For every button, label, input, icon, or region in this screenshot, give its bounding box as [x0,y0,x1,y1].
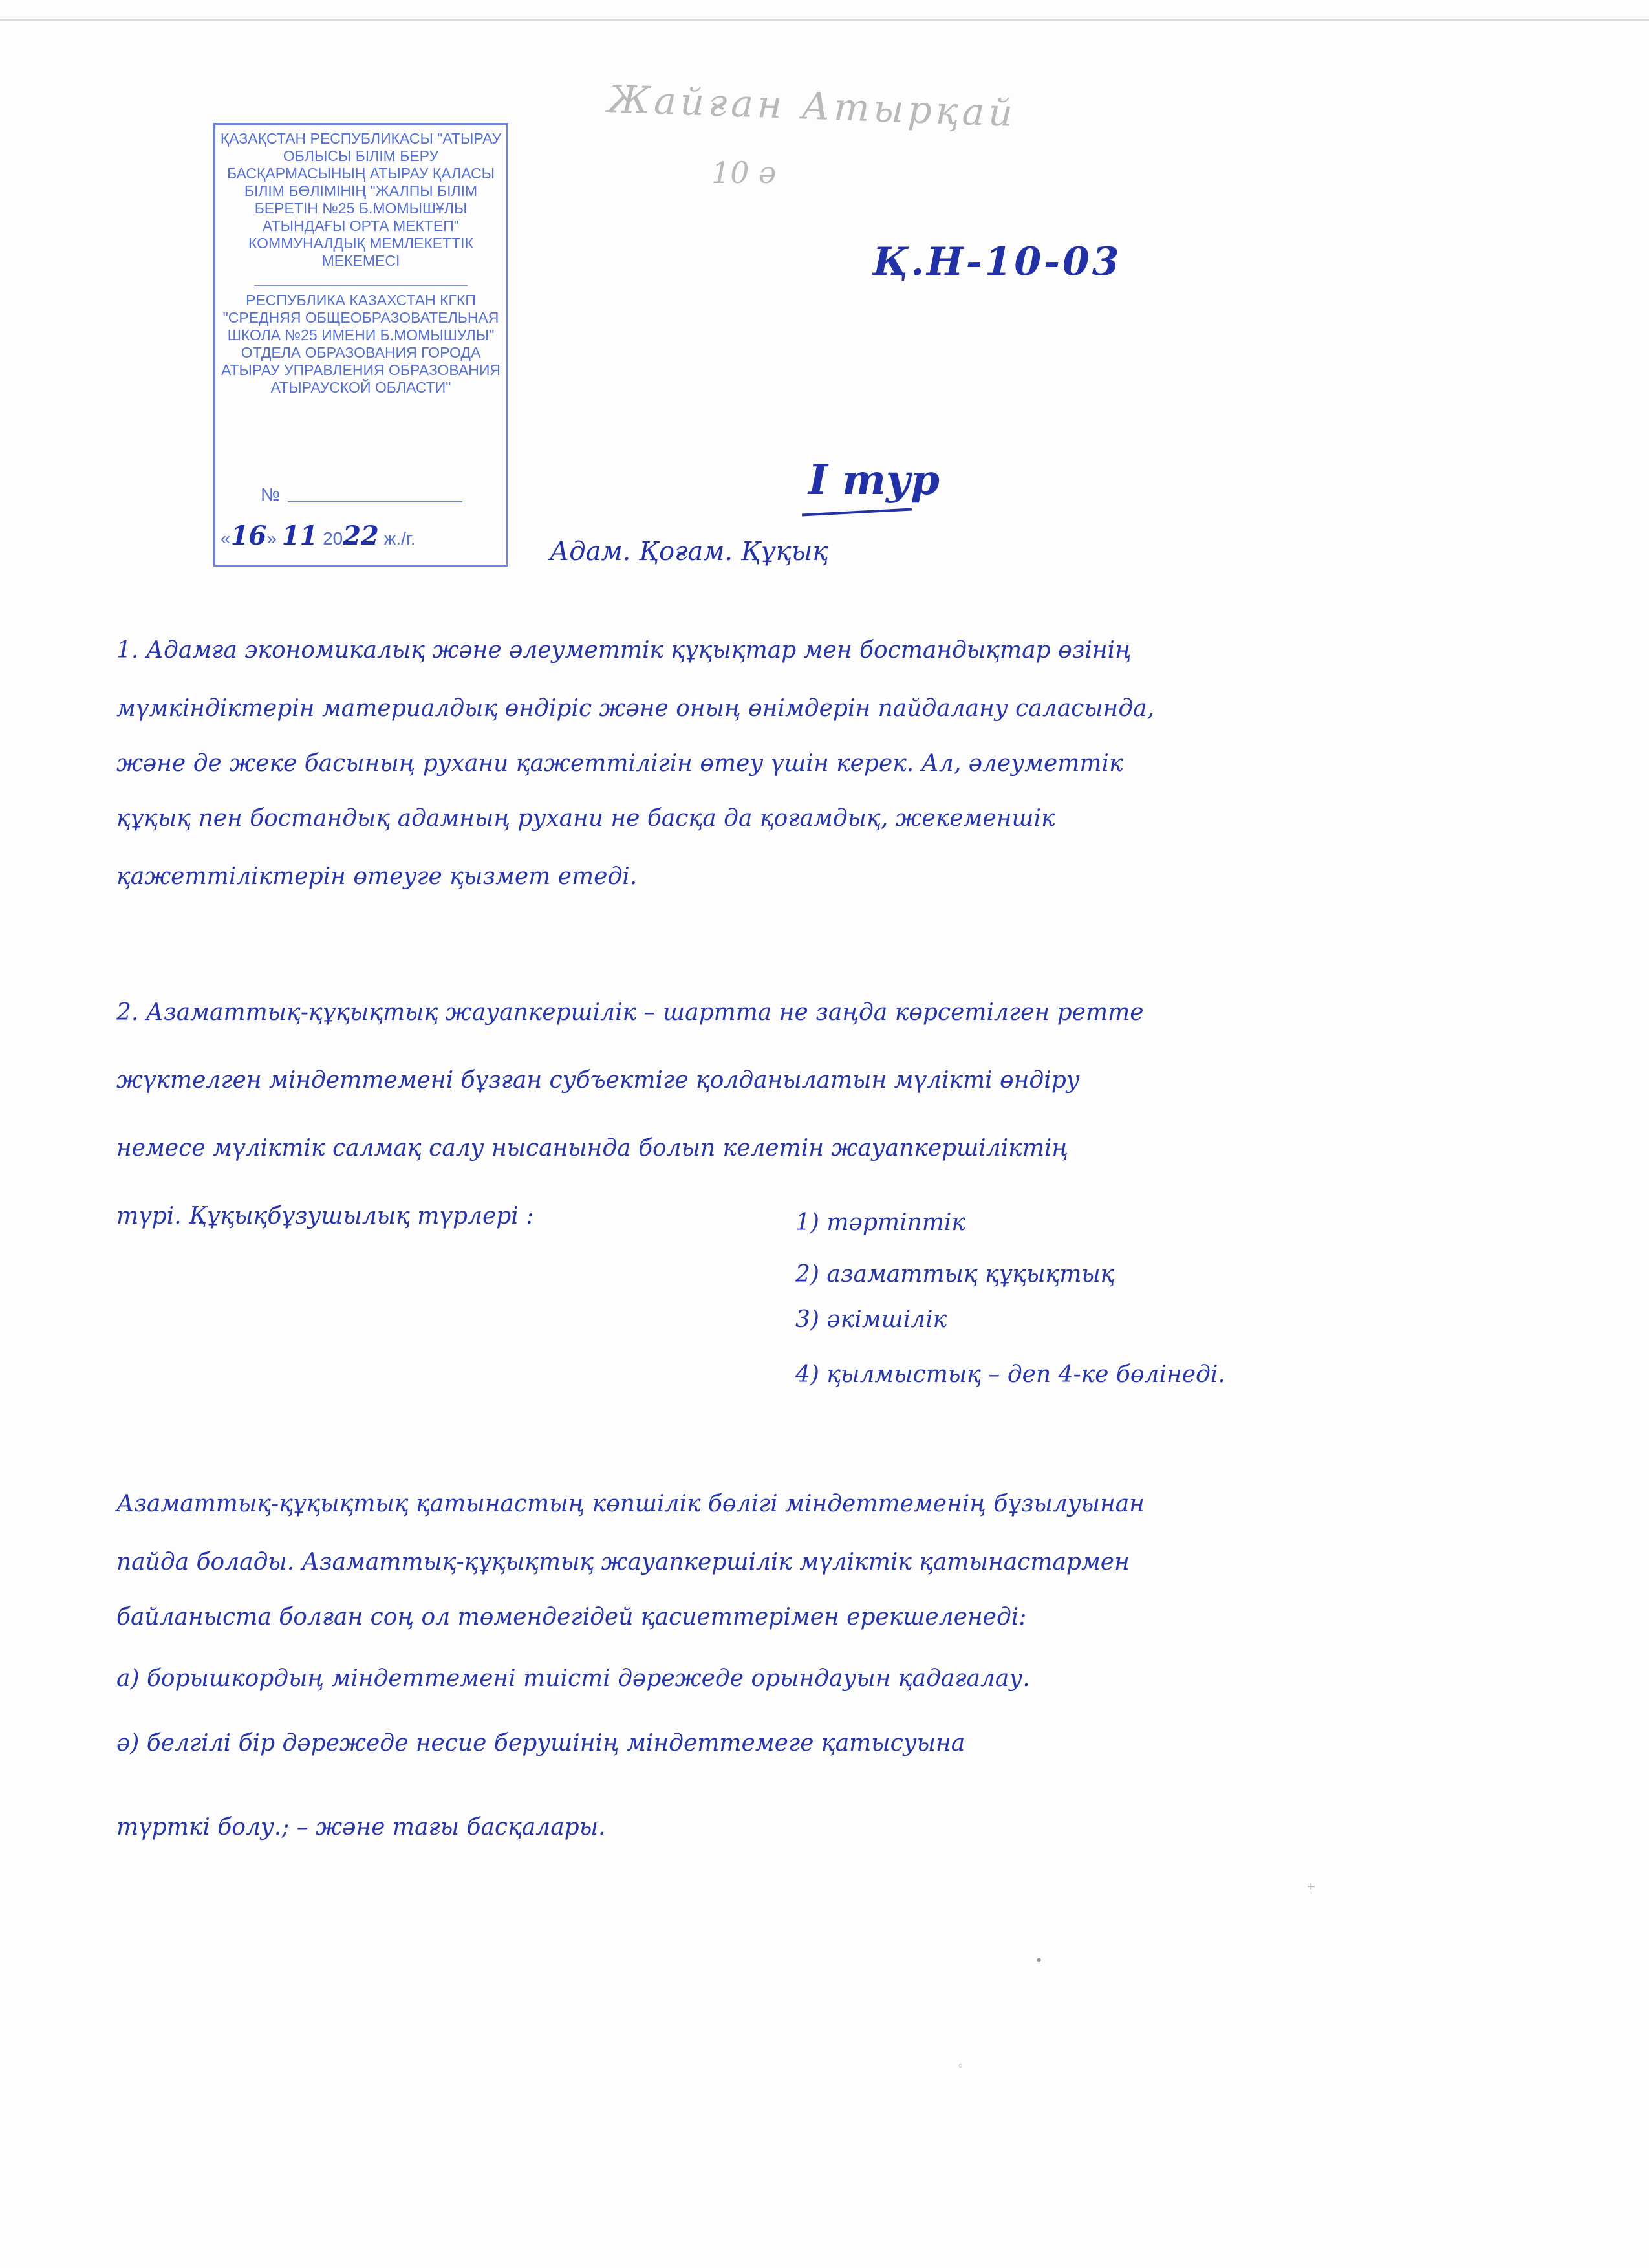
stamp-divider [254,285,468,286]
stamp-date-unit: ж./г. [383,528,416,548]
stamp-number-line [288,501,462,502]
stamp-kazakh-text: ҚАЗАҚСТАН РЕСПУБЛИКАСЫ "АТЫРАУ ОБЛЫСЫ БІЛІМ БЕРУ БАСҚАРМАСЫНЫҢ АТЫРАУ ҚАЛАСЫ БІЛІМ БӨЛІМІНІҢ "ЖАЛПЫ БІЛІМ БЕРЕТІН №25 Б.МОМЫШҰЛЫ АТЫНДАҒЫ ОРТА МЕКТЕП" КОММУНАЛДЫҚ МЕМЛЕКЕТТІК МЕКЕМЕСІ [220,130,502,269]
stamp-number-label: № [261,484,281,504]
answer-3-line: пайда болады. Азаматтық-құқықтық жауапкершілік мүліктік қатынастармен [116,1549,1130,1575]
answer-1-line: мүмкіндіктерін материалдық өндіріс және оның өнімдерін пайдалану саласында, [116,695,1155,722]
offense-type-item: 4) қылмыстық – деп 4-ке бөлінеді. [795,1361,1225,1388]
scan-edge-line [0,19,1649,21]
answer-1-line: 1. Адамға экономикалық және әлеуметтік құқықтар мен бостандықтар өзінің [116,637,1132,664]
answer-2-line: 2. Азаматтық-құқықтық жауапкершілік – шартта не заңда көрсетілген ретте [116,999,1144,1026]
answer-3-line: Азаматтық-құқықтық қатынастың көпшілік бөлігі міндеттеменің бұзылуынан [116,1491,1145,1517]
stamp-date-day: 16 [230,521,267,551]
scan-speck: ⁺ [1306,1879,1316,1900]
tour-title: I тур [808,456,940,504]
answer-3-line: ә) белгілі бір дәрежеде несие берушінің міндеттемеге қатысуына [116,1730,965,1756]
tour-underline [802,508,912,517]
offense-type-item: 3) әкімшілік [795,1306,947,1333]
answer-3-line: а) борышкордың міндеттемені тиісті дәрежеде орындауын қадағалау. [116,1665,1030,1692]
answer-3-line: байланыста болған соң ол төмендегідей қасиеттерімен ерекшеленеді: [116,1604,1027,1630]
answer-2-line: жүктелген міндеттемені бұзған субъектіге қолданылатын мүлікті өндіру [116,1067,1080,1094]
answer-1-line: құқық пен бостандық адамның рухани не басқа да қоғамдық, жекеменшік [116,805,1055,832]
stamp-date-month: 11 [281,521,318,551]
participant-code: Қ.Н-10-03 [873,239,1122,285]
answer-3-line: түрткі болу.; – және тағы басқалары. [116,1814,606,1841]
scan-speck: ◦ [957,2060,964,2073]
school-stamp [213,123,508,567]
stamp-date-open-quote: « [221,528,231,548]
answer-2-line: түрі. Құқықбұзушылық түрлері : [116,1203,534,1229]
offense-type-item: 2) азаматтық құқықтық [795,1261,1115,1288]
stamp-date-year-suffix: 22 [343,521,379,551]
pencil-student-name: Жайған Атырқай [607,76,1017,136]
stamp-date-close-quote: » [266,528,277,548]
offense-type-item: 1) тәртіптік [795,1209,965,1236]
subject-heading: Адам. Қоғам. Құқық [550,537,828,567]
stamp-date [221,521,416,551]
stamp-date-year-prefix: 20 [323,528,343,548]
scan-speck: • [1035,1953,1043,1969]
answer-1-line: және де жеке басының рухани қажеттілігін өтеу үшін керек. Ал, әлеуметтік [116,750,1123,777]
answer-1-line: қажеттіліктерін өтеуге қызмет етеді. [116,863,638,890]
answer-2-line: немесе мүліктік салмақ салу нысанында болып келетін жауапкершіліктің [116,1135,1069,1161]
pencil-grade: 10 ә [711,155,777,190]
stamp-russian-text: РЕСПУБЛИКА КАЗАХСТАН КГКП "СРЕДНЯЯ ОБЩЕОБРАЗОВАТЕЛЬНАЯ ШКОЛА №25 ИМЕНИ Б.МОМЫШУЛЫ" ОТДЕЛА ОБРАЗОВАНИЯ ГОРОДА АТЫРАУ УПРАВЛЕНИЯ ОБРАЗОВАНИЯ АТЫРАУСКОЙ ОБЛАСТИ" [221,292,501,396]
